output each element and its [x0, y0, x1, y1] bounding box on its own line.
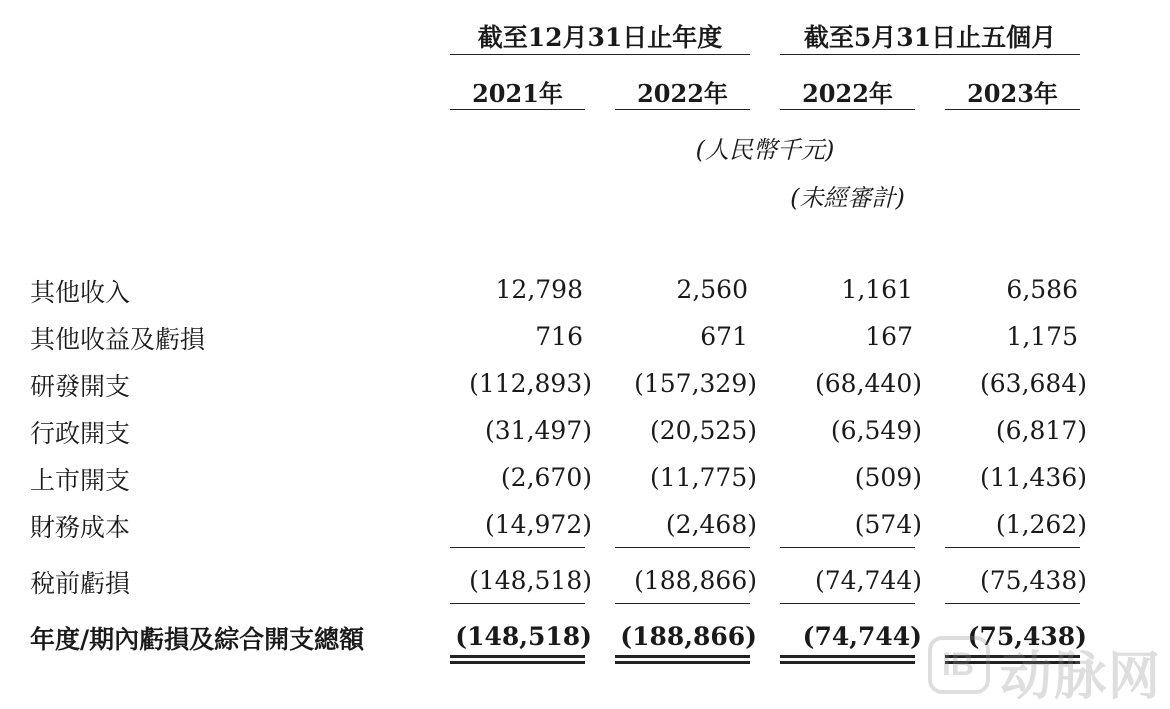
double-underline: [615, 655, 750, 664]
unit-label: (人民幣千元): [695, 136, 835, 164]
subtotal-rule: [615, 547, 750, 548]
total-rule: [450, 603, 585, 604]
subtotal-rule: [450, 547, 585, 548]
cell: (574): [854, 510, 922, 539]
subtotal-rule: [780, 547, 915, 548]
cell: (68,440): [815, 369, 922, 398]
year-rule: [945, 109, 1080, 110]
cell-total: (188,866): [620, 622, 757, 651]
row-label-finance-costs: 財務成本: [30, 513, 131, 542]
year-header-2023-period: 2023年: [967, 79, 1058, 108]
cell-total: (75,438): [967, 622, 1087, 651]
cell-total: (148,518): [455, 622, 592, 651]
group-header-five-months-may31: 截至5月31日止五個月: [803, 23, 1057, 52]
total-rule: [780, 603, 915, 604]
row-label-rd-expenses: 研發開支: [30, 372, 131, 401]
cell: (14,972): [485, 510, 592, 539]
cell: (6,549): [830, 416, 922, 445]
cell: 1,161: [841, 275, 913, 304]
cell: 6,586: [1006, 275, 1078, 304]
double-underline: [450, 655, 585, 664]
cell: (2,670): [500, 463, 592, 492]
cell: (112,893): [469, 369, 592, 398]
watermark-logo-icon: IB: [928, 636, 990, 694]
double-underline: [780, 655, 915, 664]
cell: (157,329): [634, 369, 757, 398]
cell: (148,518): [469, 566, 592, 595]
cell: 167: [865, 322, 913, 351]
cell: (20,525): [650, 416, 757, 445]
row-label-loss-before-tax: 稅前虧損: [30, 569, 131, 598]
group-rule-2: [780, 54, 1080, 55]
cell: 1,175: [1006, 322, 1078, 351]
total-rule: [945, 603, 1080, 604]
cell: (63,684): [980, 369, 1087, 398]
unaudited-label: (未經審計): [790, 184, 905, 212]
cell: (2,468): [665, 510, 757, 539]
cell: (509): [854, 463, 922, 492]
group-rule-1: [450, 54, 750, 55]
year-header-2022: 2022年: [637, 79, 728, 108]
cell: 716: [535, 322, 583, 351]
watermark: [928, 632, 1170, 707]
cell-total: (74,744): [802, 622, 922, 651]
cell: (1,262): [995, 510, 1087, 539]
cell: (11,775): [650, 463, 757, 492]
year-header-2022-period: 2022年: [802, 79, 893, 108]
cell: 12,798: [495, 275, 583, 304]
year-rule: [780, 109, 915, 110]
cell: (74,744): [815, 566, 922, 595]
cell: (6,817): [995, 416, 1087, 445]
cell: 671: [700, 322, 748, 351]
watermark-text: 动脉网: [1000, 647, 1163, 707]
group-header-year-ended-dec31: 截至12月31日止年度: [477, 23, 723, 52]
total-rule: [615, 603, 750, 604]
year-rule: [615, 109, 750, 110]
cell: (188,866): [634, 566, 757, 595]
cell: (75,438): [980, 566, 1087, 595]
row-label-other-gains-losses: 其他收益及虧損: [30, 325, 206, 354]
cell: (11,436): [980, 463, 1087, 492]
subtotal-rule: [945, 547, 1080, 548]
row-label-listing-expenses: 上市開支: [30, 466, 131, 495]
row-label-total-loss-comprehensive: 年度/期內虧損及綜合開支總額: [30, 625, 365, 654]
year-rule: [450, 109, 585, 110]
row-label-admin-expenses: 行政開支: [30, 419, 131, 448]
row-label-other-income: 其他收入: [30, 278, 131, 307]
year-header-2021: 2021年: [472, 79, 563, 108]
cell: 2,560: [676, 275, 748, 304]
cell: (31,497): [485, 416, 592, 445]
